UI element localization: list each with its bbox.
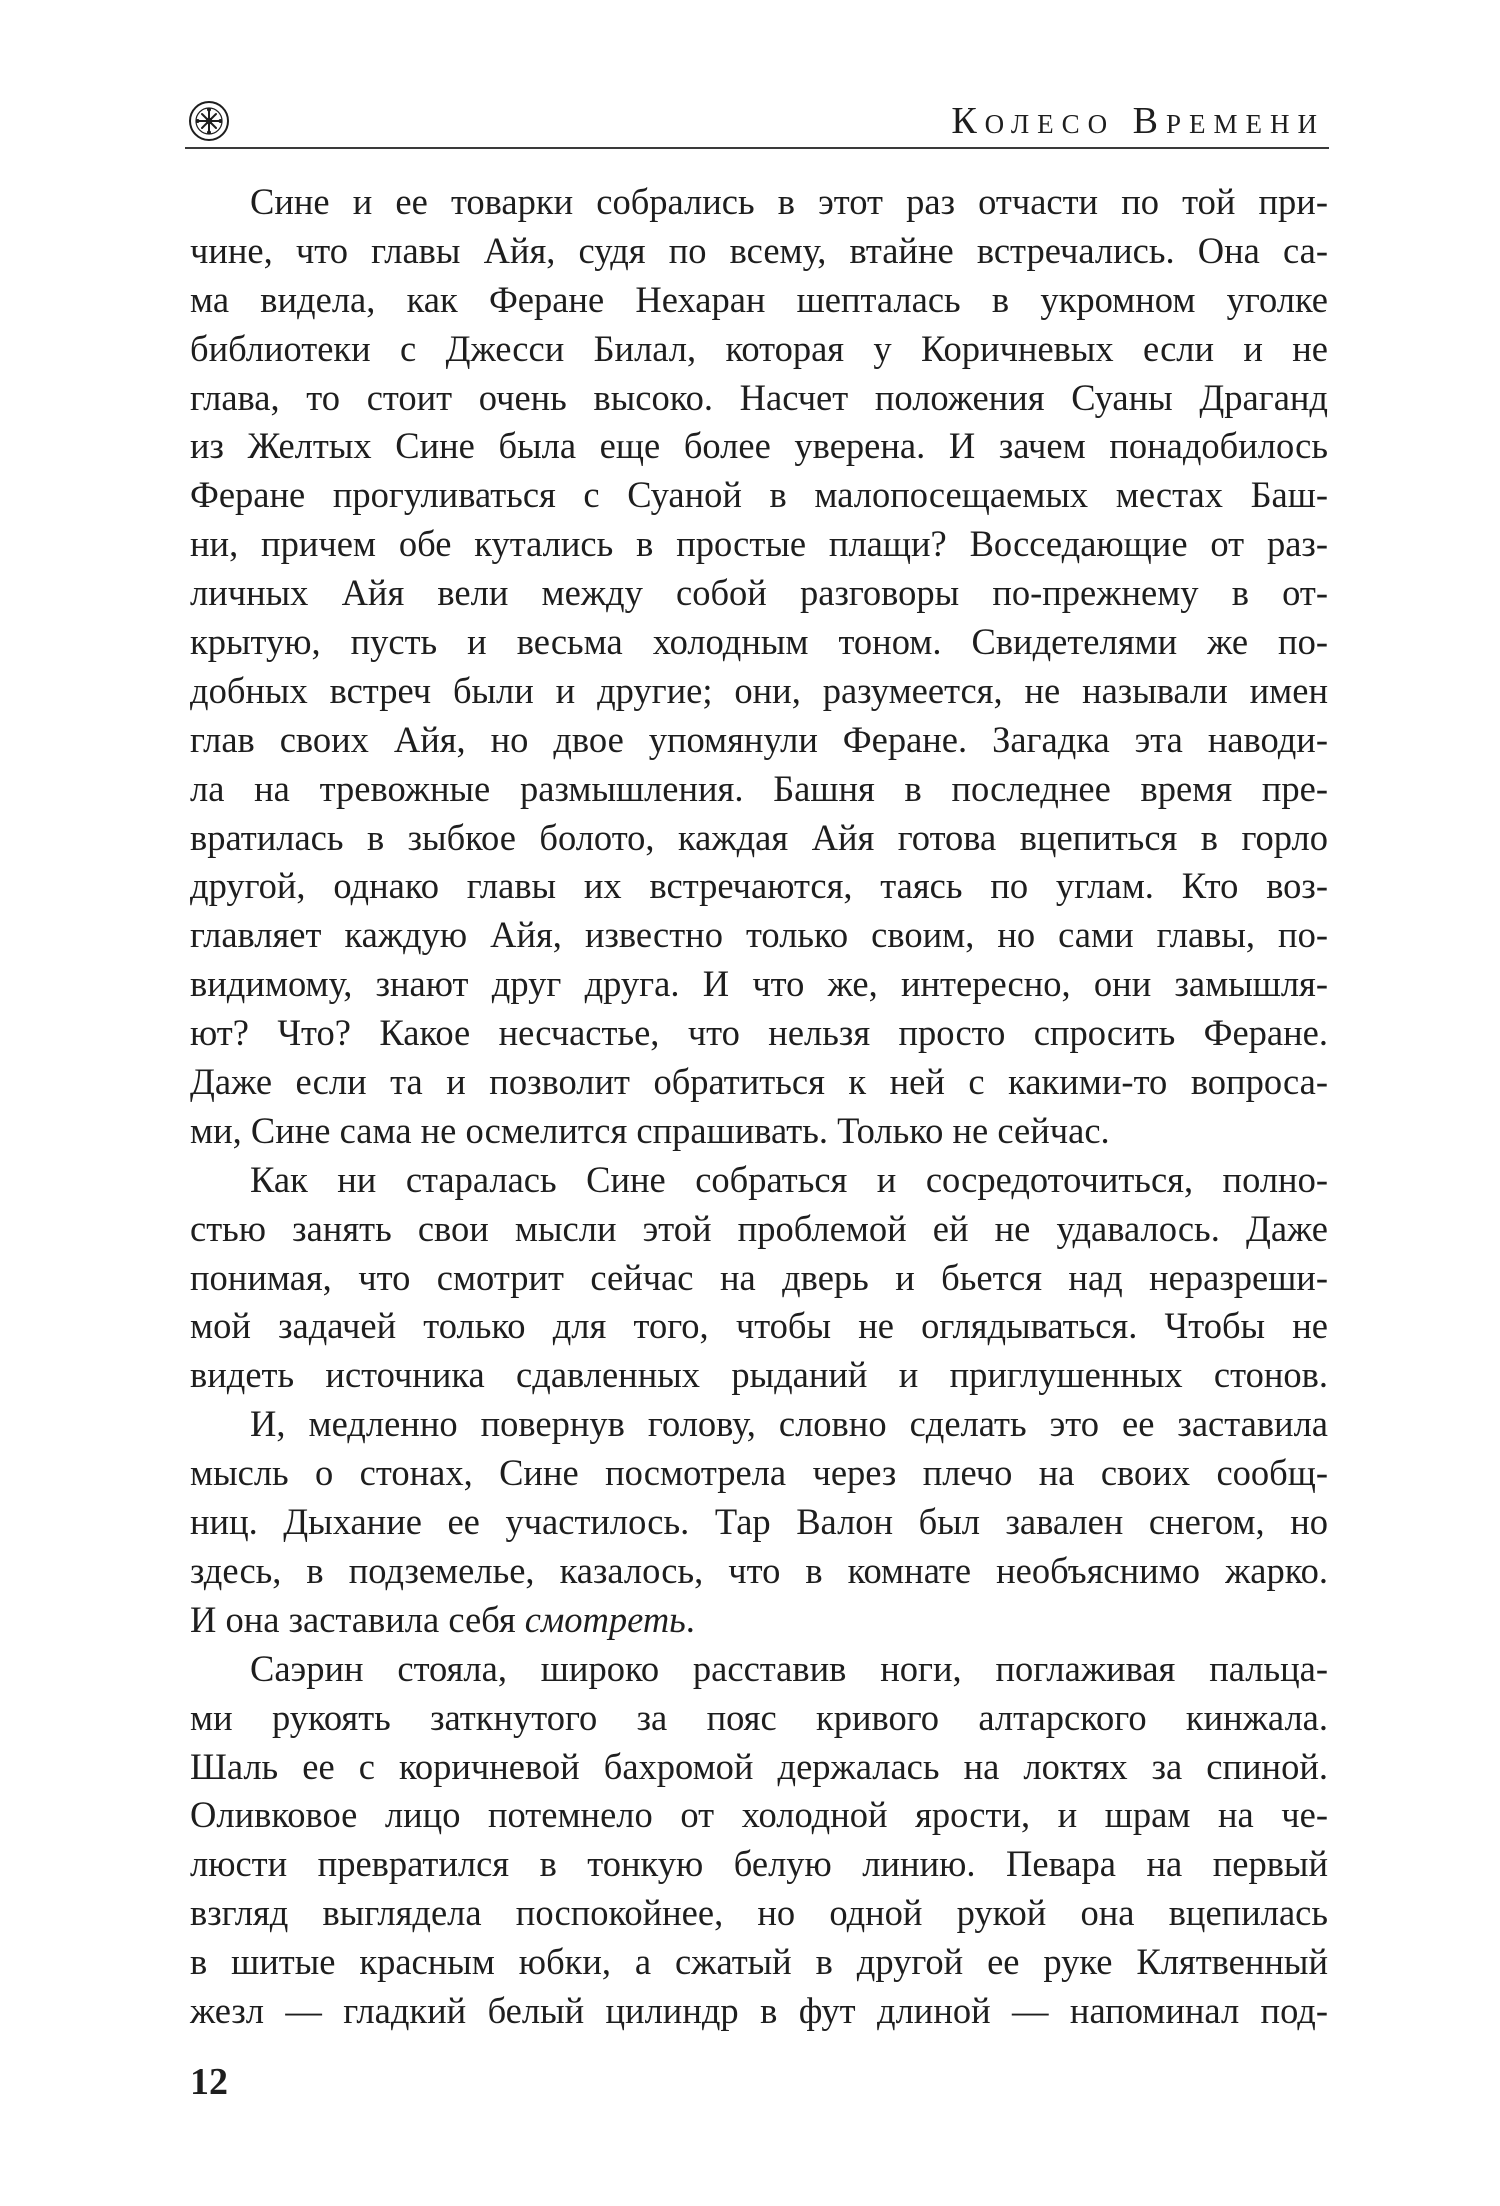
text-line: ют? Что? Какое несчастье, что нельзя просто спросить Феране. — [190, 1012, 1328, 1054]
text-line: мой задачей только для того, чтобы не оглядываться. Чтобы не — [190, 1305, 1328, 1347]
text-line: ми рукоять заткнутого за пояс кривого алтарского кинжала. — [190, 1696, 1328, 1738]
text-fragment: . — [685, 1598, 695, 1640]
text-line: Оливковое лицо потемнело от холодной ярости, и шрам на че- — [190, 1794, 1328, 1836]
text-line: люсти превратился в тонкую белую линию. Певара на первый — [190, 1843, 1328, 1885]
text-line: из Желтых Сине была еще более уверена. И зачем понадобилось — [190, 425, 1328, 467]
text-line: в шитые красным юбки, а сжатый в другой ее руке Клятвенный — [190, 1941, 1328, 1983]
paragraph-1 — [190, 178, 1328, 1156]
body-text — [190, 178, 1328, 2036]
text-line: другой, однако главы их встречаются, таясь по углам. Кто воз- — [190, 865, 1328, 907]
running-header-title: Колесо Времени — [951, 100, 1325, 142]
text-line: ла на тревожные размышления. Башня в последнее время пре- — [190, 767, 1328, 809]
text-line: ни, причем обе кутались в простые плащи? Восседающие от раз- — [190, 523, 1328, 565]
paragraph-2 — [190, 1156, 1328, 1400]
text-line: мысль о стонах, Сине посмотрела через плечо на своих сообщ- — [190, 1452, 1328, 1494]
text-line: жезл — гладкий белый цилиндр в фут длиной — напоминал под- — [190, 1989, 1328, 2031]
header-divider — [185, 147, 1329, 149]
paragraph-3 — [190, 1400, 1328, 1644]
wheel-of-time-emblem-icon — [187, 99, 231, 143]
text-line: ма видела, как Феране Нехаран шепталась в укромном уголке — [190, 278, 1328, 320]
text-line: Шаль ее с коричневой бахромой держалась на локтях за спиной. — [190, 1745, 1328, 1787]
text-line: главляет каждую Айя, известно только своим, но сами главы, по- — [190, 914, 1328, 956]
text-line: ниц. Дыхание ее участилось. Тар Валон был завален снегом, но — [190, 1501, 1328, 1543]
text-fragment: И она заставила себя — [190, 1598, 525, 1640]
page-number: 12 — [190, 2061, 228, 2103]
running-header — [185, 93, 1329, 145]
text-line: Саэрин стояла, широко расставив ноги, поглаживая пальца- — [250, 1647, 1328, 1689]
text-line: добных встреч были и другие; они, разумеется, не называли имен — [190, 669, 1328, 711]
text-line: Феране прогуливаться с Суаной в малопосещаемых местах Баш- — [190, 474, 1328, 516]
text-line: библиотеки с Джесси Билал, которая у Коричневых если и не — [190, 327, 1328, 369]
text-line: вратилась в зыбкое болото, каждая Айя готова вцепиться в горло — [190, 816, 1328, 858]
text-line: И, медленно повернув голову, словно сделать это ее заставила — [250, 1403, 1328, 1445]
text-line: глава, то стоит очень высоко. Насчет положения Суаны Драганд — [190, 376, 1328, 418]
text-line: стью занять свои мысли этой проблемой ей не удавалось. Даже — [190, 1207, 1328, 1249]
text-line: понимая, что смотрит сейчас на дверь и бьется над неразреши- — [190, 1256, 1328, 1298]
text-line: ми, Сине сама не осмелится спрашивать. Только не сейчас. — [190, 1109, 1110, 1151]
text-line: чине, что главы Айя, судя по всему, втайне встречались. Она са- — [190, 229, 1328, 271]
text-line — [190, 1596, 1328, 1645]
text-line: здесь, в подземелье, казалось, что в комнате необъяснимо жарко. — [190, 1549, 1328, 1591]
text-line: Сине и ее товарки собрались в этот раз отчасти по той при- — [250, 181, 1328, 222]
text-line: крытую, пусть и весьма холодным тоном. Свидетелями же по- — [190, 621, 1328, 663]
text-line: видеть источника сдавленных рыданий и приглушенных стонов. — [190, 1354, 1328, 1396]
text-line: личных Айя вели между собой разговоры по-прежнему в от- — [190, 572, 1328, 614]
text-line: Даже если та и позволит обратиться к ней с какими-то вопроса- — [190, 1061, 1328, 1103]
text-line: глав своих Айя, но двое упомянули Феране. Загадка эта наводи- — [190, 718, 1328, 760]
text-line: Как ни старалась Сине собраться и сосредоточиться, полно- — [250, 1158, 1328, 1200]
text-line: взгляд выглядела поспокойнее, но одной рукой она вцепилась — [190, 1892, 1328, 1934]
paragraph-4 — [190, 1645, 1328, 2036]
text-line: видимому, знают друг друга. И что же, интересно, они замышля- — [190, 963, 1328, 1005]
emphasized-word: смотреть — [524, 1598, 686, 1640]
